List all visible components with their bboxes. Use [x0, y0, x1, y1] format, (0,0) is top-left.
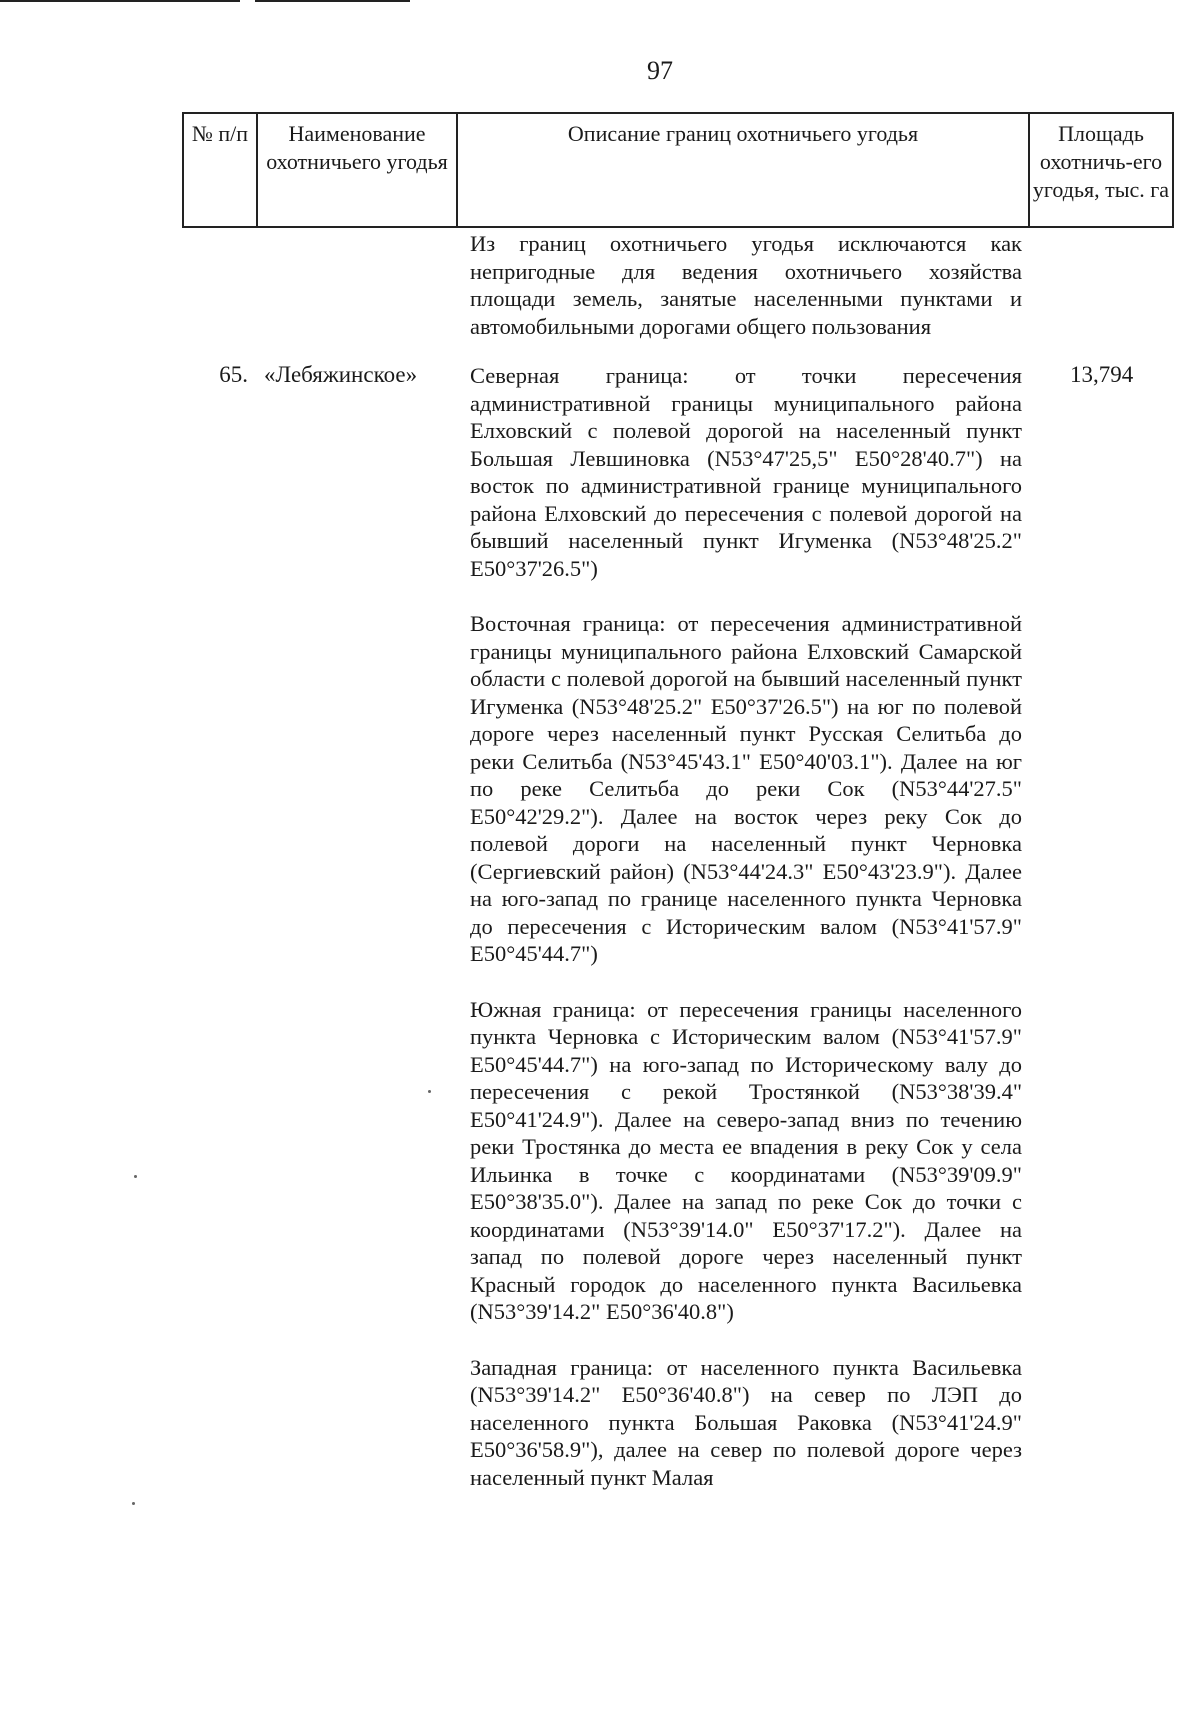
- scan-edge-line: [255, 0, 410, 2]
- header-number: № п/п: [184, 114, 258, 226]
- scan-edge-line: [0, 0, 240, 2]
- header-name: Наименование охотничьего угодья: [258, 114, 458, 226]
- east-boundary: Восточная граница: от пересечения административной границы муниципального района Елховский Самарской области с полевой дорогой на бывший населенный пункт Игуменка (N53°48'25.2" E50°37'26.5") на юг по полевой дороге через населенный пункт Русская Селитьба до реки Селитьба (N53°45'43.1" E50°40'03.1"). Далее на юг по реке Селитьба до реки Сок (N53°44'27.5" E50°42'29.2"). Далее на восток через реку Сок до полевой дороги на населенный пункт Черновка (Сергиевский район) (N53°44'24.3" E50°43'23.9"). Далее на юго-запад по границе населенного пункта Черновка до пересечения с Историческим валом (N53°41'57.9" E50°45'44.7"): [470, 611, 1022, 966]
- scan-speck: [132, 1502, 135, 1505]
- header-description: Описание границ охотничьего угодья: [458, 114, 1030, 226]
- header-area: Площадь охотничь-его угодья, тыс. га: [1032, 121, 1170, 202]
- hunting-ground-area: 13,794: [1070, 362, 1134, 387]
- north-boundary: Северная граница: от точки пересечения административной границы муниципального района Елховский с полевой дорогой на населенный пункт Большая Левшиновка (N53°47'25,5" E50°28'40.7") на восток по административной границе муниципального района Елховский до пересечения с полевой дорогой на бывший населенный пункт Игуменка (N53°48'25.2" E50°37'26.5"): [470, 363, 1022, 581]
- table-header: [182, 112, 1174, 228]
- intro-paragraph: [470, 230, 1022, 368]
- west-boundary: Западная граница: от населенного пункта Васильевка (N53°39'14.2" E50°36'40.8") на север по ЛЭП до населенного пункта Большая Раковка (N53°41'24.9" E50°36'58.9"), далее на север по полевой дороге через населенный пункт Малая: [470, 1354, 1022, 1490]
- exclusion-text: Из границ охотничьего угодья исключаются как непригодные для ведения охотничьего хозяйства площади земель, занятые населенными пунктами и автомобильными дорогами общего пользования: [470, 231, 1022, 339]
- hunting-ground-name: «Лебяжинское»: [264, 362, 418, 387]
- scan-speck: [428, 1090, 431, 1093]
- south-boundary: Южная граница: от пересечения границы населенного пункта Черновка с Историческим валом (N53°41'57.9" E50°45'44.7") на юго-запад по Историческому валу до пересечения с рекой Тростянкой (N53°38'39.4" E50°41'24.9"). Далее на северо-запад вниз по течению реки Тростянка до места ее впадения в реку Сок у села Ильинка в точке с координатами (N53°39'09.9" E50°38'35.0"). Далее на запад по реке Сок до точки с координатами (N53°39'14.0" E50°37'17.2"). Далее на запад по полевой дороге через населенный пункт Красный городок до населенного пункта Васильевка (N53°39'14.2" E50°36'40.8"): [470, 996, 1022, 1324]
- boundary-description: [470, 362, 1022, 1519]
- page-number: 97: [647, 56, 673, 85]
- scan-speck: [134, 1175, 137, 1178]
- row-number: 65.: [219, 362, 248, 387]
